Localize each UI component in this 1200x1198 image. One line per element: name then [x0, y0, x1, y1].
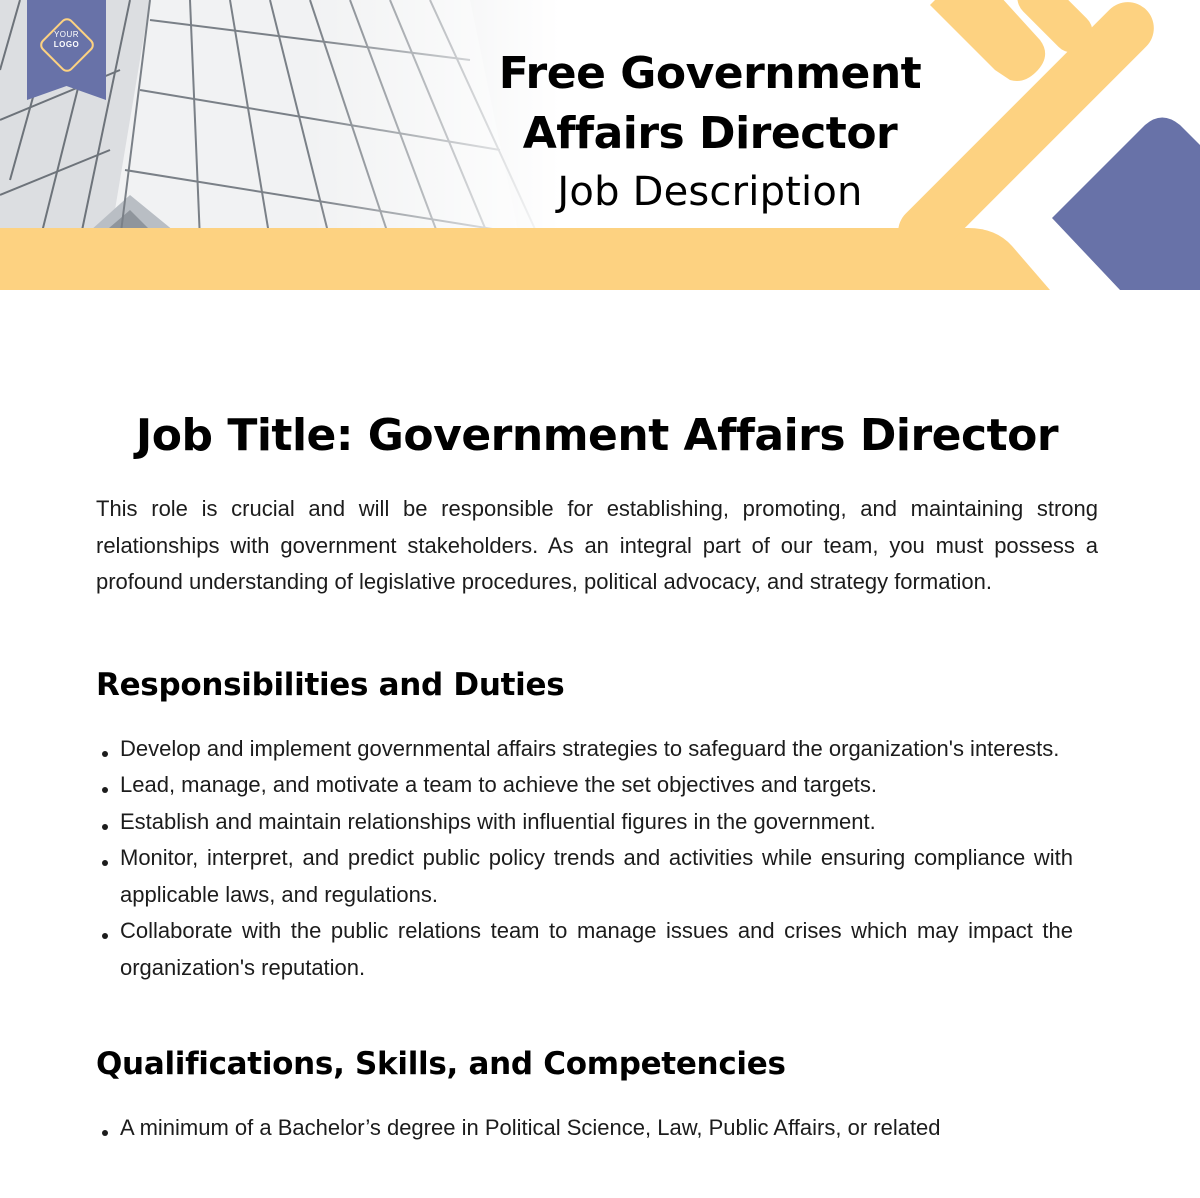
header-title-line1: Free Government — [498, 48, 922, 99]
header-banner — [0, 0, 1200, 290]
list-item — [96, 804, 1073, 841]
list-item — [96, 731, 1073, 768]
job-title: Job Title: Government Affairs Director — [135, 410, 1059, 461]
bullet-icon — [102, 1130, 108, 1136]
bullet-icon — [102, 824, 108, 830]
bullet-icon — [102, 933, 108, 939]
list-item-text: Monitor, interpret, and predict public policy trends and activities while ensuring compliance with applicable laws, and regulations. — [120, 845, 1073, 907]
logo-ribbon — [27, 0, 106, 100]
list-item-text: A minimum of a Bachelor’s degree in Political Science, Law, Public Affairs, or related — [120, 1115, 941, 1140]
yellow-band — [0, 228, 1050, 290]
header-title — [440, 44, 980, 220]
list-item — [96, 767, 1073, 804]
responsibilities-list — [96, 731, 1073, 987]
bullet-icon — [102, 860, 108, 866]
intro-paragraph: This role is crucial and will be responsible for establishing, promoting, and maintaining strong relationships with government stakeholders. As an integral part of our team, you must possess a profound understanding of legislative procedures, political advocacy, and strategy formation. — [96, 496, 1098, 594]
indigo-diamond — [1052, 118, 1200, 291]
list-item-text: Develop and implement governmental affairs strategies to safeguard the organization's interests. — [120, 735, 1060, 761]
bullet-icon — [102, 751, 108, 757]
list-item-text: Lead, manage, and motivate a team to achieve the set objectives and targets. — [120, 772, 878, 797]
main-content — [96, 405, 1098, 1147]
logo[interactable] — [27, 30, 106, 50]
qualifications-list — [96, 1110, 1073, 1147]
logo-text-line1: YOUR — [53, 30, 80, 39]
logo-text-line2: LOGO — [53, 40, 80, 49]
header-title-line2: Affairs Director — [522, 108, 898, 159]
list-item-text: Collaborate with the public relations team to manage issues and crises which may impact the organization's reputation. — [120, 918, 1073, 980]
qualifications-heading: Qualifications, Skills, and Competencies — [96, 1046, 786, 1082]
header-subtitle: Job Description — [557, 169, 863, 215]
responsibilities-heading: Responsibilities and Duties — [96, 666, 565, 703]
list-item — [96, 1110, 1073, 1147]
list-item — [96, 840, 1073, 913]
list-item — [96, 913, 1073, 986]
list-item-text: Establish and maintain relationships with influential figures in the government. — [120, 808, 876, 834]
bullet-icon — [102, 787, 108, 793]
